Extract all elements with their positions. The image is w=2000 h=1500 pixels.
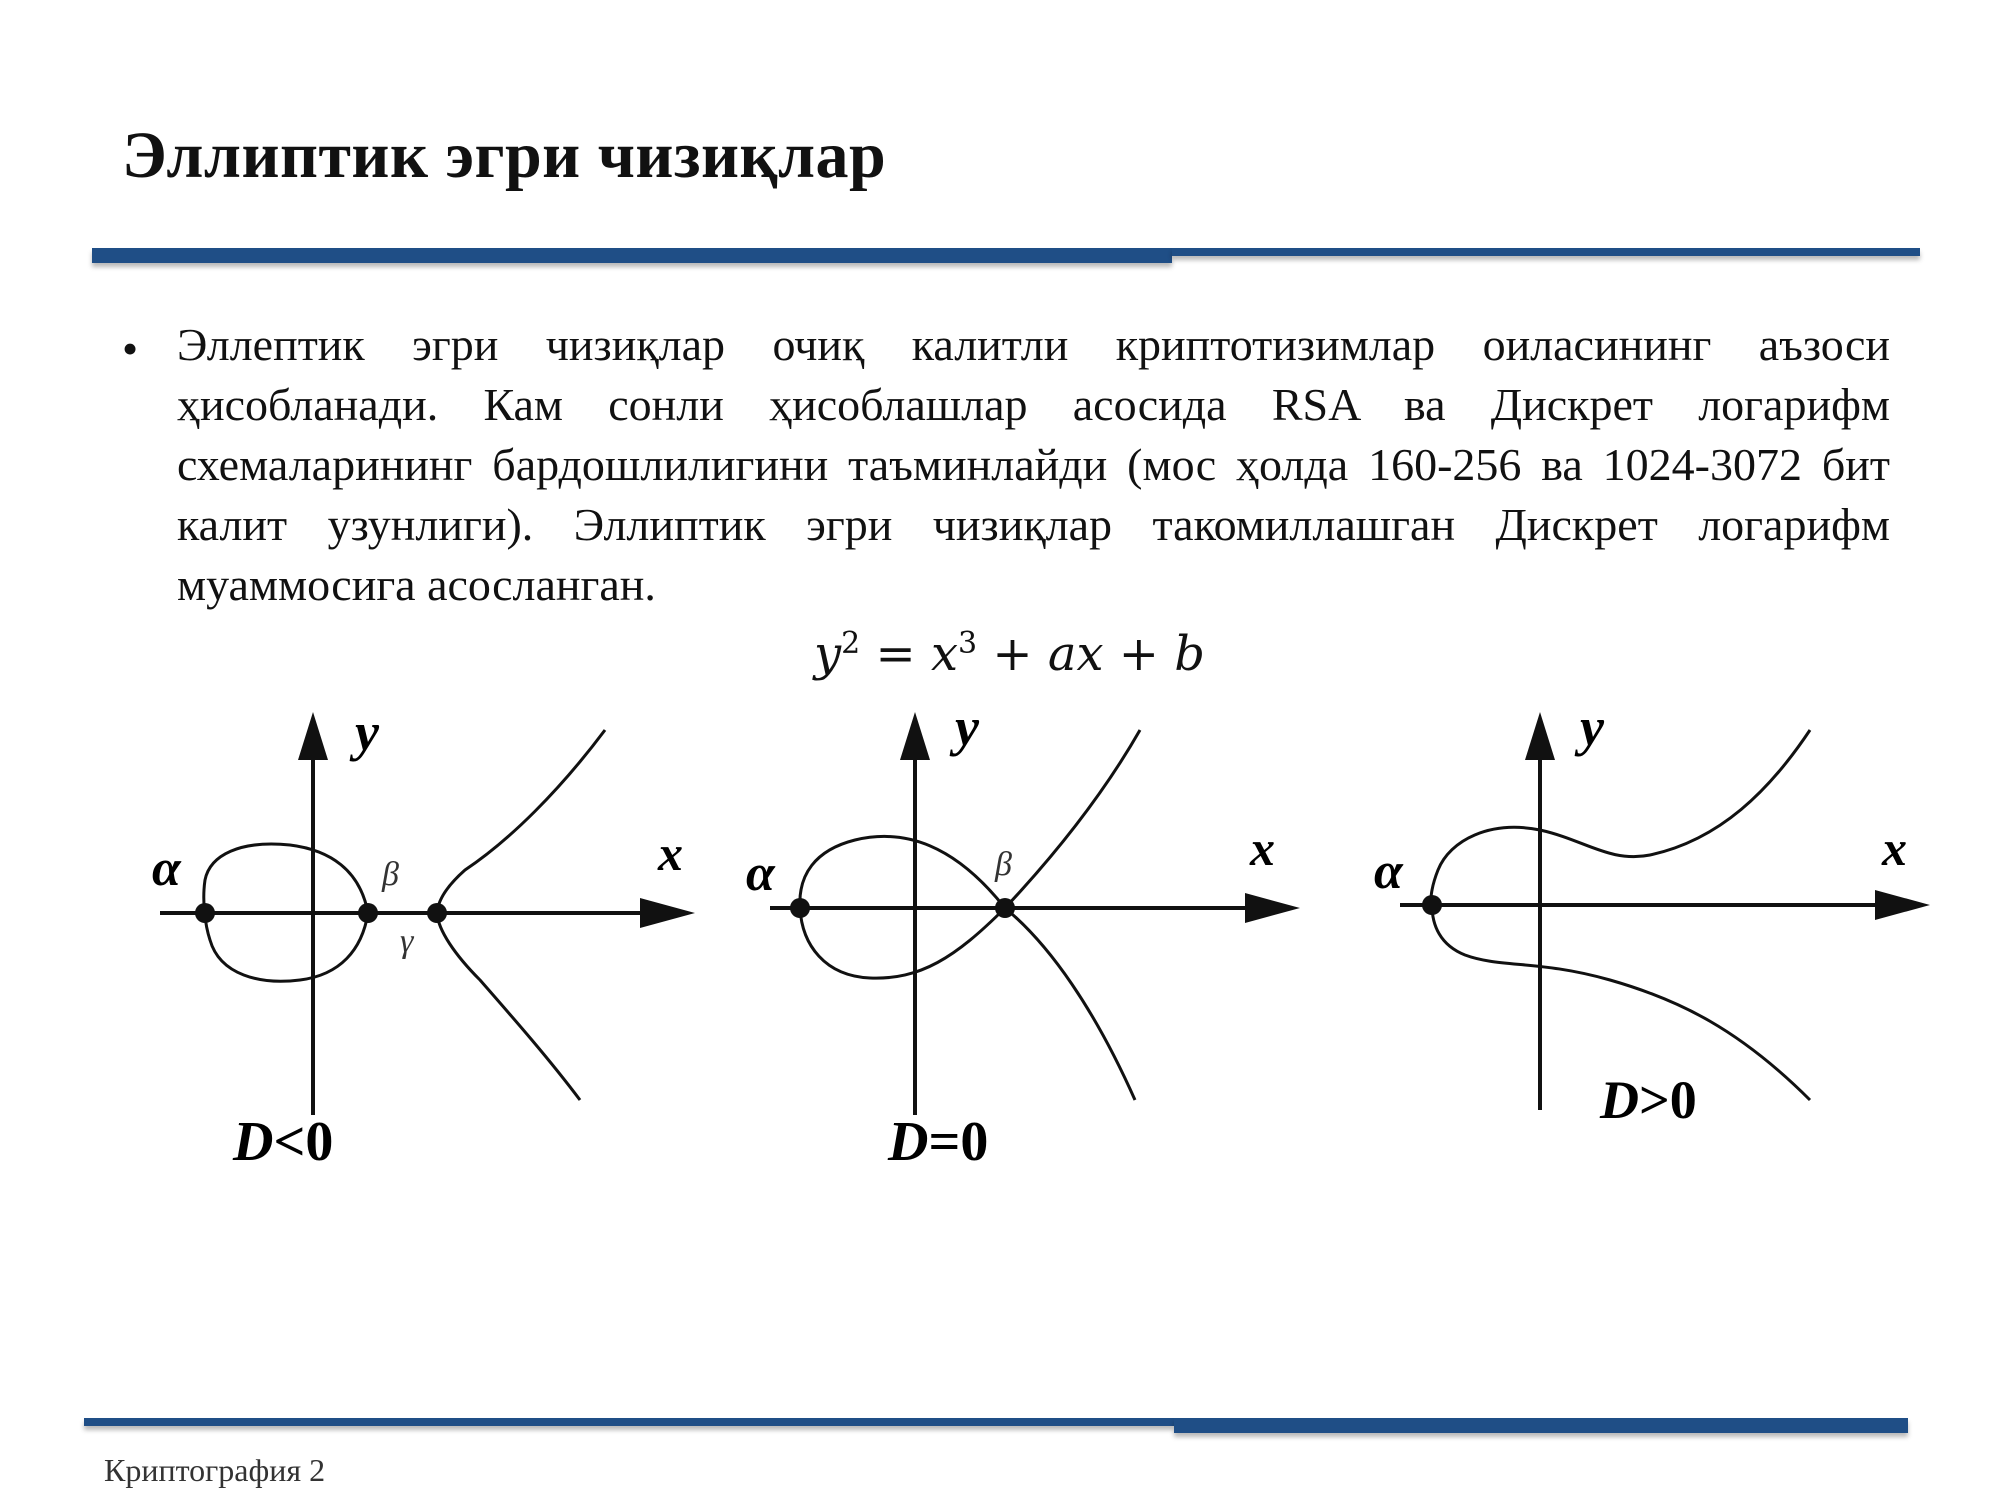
gamma-label: γ (400, 923, 414, 960)
point-beta (358, 903, 378, 923)
formula-equals: = (860, 626, 931, 682)
beta-label: β (995, 846, 1012, 883)
alpha-label: α (746, 845, 775, 902)
discriminant-caption (1599, 1070, 1697, 1130)
discriminant-caption (232, 1111, 333, 1173)
graph-d-positive (1370, 690, 1950, 1190)
footer-divider-right (1174, 1418, 1908, 1433)
point-gamma (427, 903, 447, 923)
y-axis-arrow (900, 712, 930, 760)
discriminant-caption (887, 1111, 988, 1173)
curve-equation (814, 626, 1205, 682)
curve-upper (1431, 730, 1810, 905)
footer-divider-left (84, 1418, 1174, 1426)
body-paragraph: Эллептик эгри чизиқлар очиқ калитли криптотизимлар оиласининг аъзоси ҳисобланади. Кам сонли ҳисоблашлар асосида RSA ва Дискрет логарифм схемаларининг бардошлилигини таъминлайди (мос ҳолда 160-256 ва 1024-3072 бит калит узунлиги). Эллиптик эгри чизиқлар такомиллашган Дискрет логарифм муаммосига асосланган. (177, 319, 1890, 610)
caption-relation: =0 (928, 1111, 989, 1173)
formula-x: x (930, 626, 959, 682)
formula-x-exponent: 3 (958, 626, 978, 661)
x-axis-arrow (1245, 893, 1300, 923)
x-axis-label: x (1882, 820, 1907, 876)
y-axis-label: y (1580, 697, 1604, 757)
caption-d: D (1600, 1070, 1639, 1130)
point-alpha (195, 903, 215, 923)
formula-y-exponent: 2 (841, 626, 861, 661)
bullet-marker: • (122, 323, 139, 374)
x-axis-arrow (640, 898, 695, 928)
caption-d: D (233, 1111, 274, 1173)
footer-text: Криптография 2 (104, 1452, 326, 1488)
point-alpha (790, 898, 810, 918)
caption-relation: >0 (1639, 1070, 1697, 1130)
beta-label: β (382, 856, 399, 893)
graph-d-negative (130, 690, 710, 1190)
point-alpha (1422, 895, 1442, 915)
formula-y: y (814, 626, 842, 682)
y-axis-label: y (355, 702, 379, 762)
caption-relation: <0 (273, 1111, 334, 1173)
x-axis-label: x (658, 825, 683, 881)
y-axis-arrow (298, 712, 328, 760)
point-beta (995, 898, 1015, 918)
curve-lower-branch (1005, 908, 1135, 1100)
curve-upper-branch (1005, 730, 1140, 908)
caption-d: D (888, 1111, 929, 1173)
alpha-label: α (152, 840, 181, 897)
title-divider-right (1172, 248, 1920, 256)
y-axis-label: y (955, 697, 979, 757)
x-axis-arrow (1875, 890, 1930, 920)
graph-d-zero (740, 690, 1320, 1190)
slide-title: Эллиптик эгри чизиқлар (122, 119, 887, 192)
alpha-label: α (1374, 843, 1403, 900)
x-axis-label: x (1250, 820, 1275, 876)
formula-rest: + ax + b (977, 626, 1206, 682)
y-axis-arrow (1525, 712, 1555, 760)
title-divider-left (92, 248, 1172, 263)
